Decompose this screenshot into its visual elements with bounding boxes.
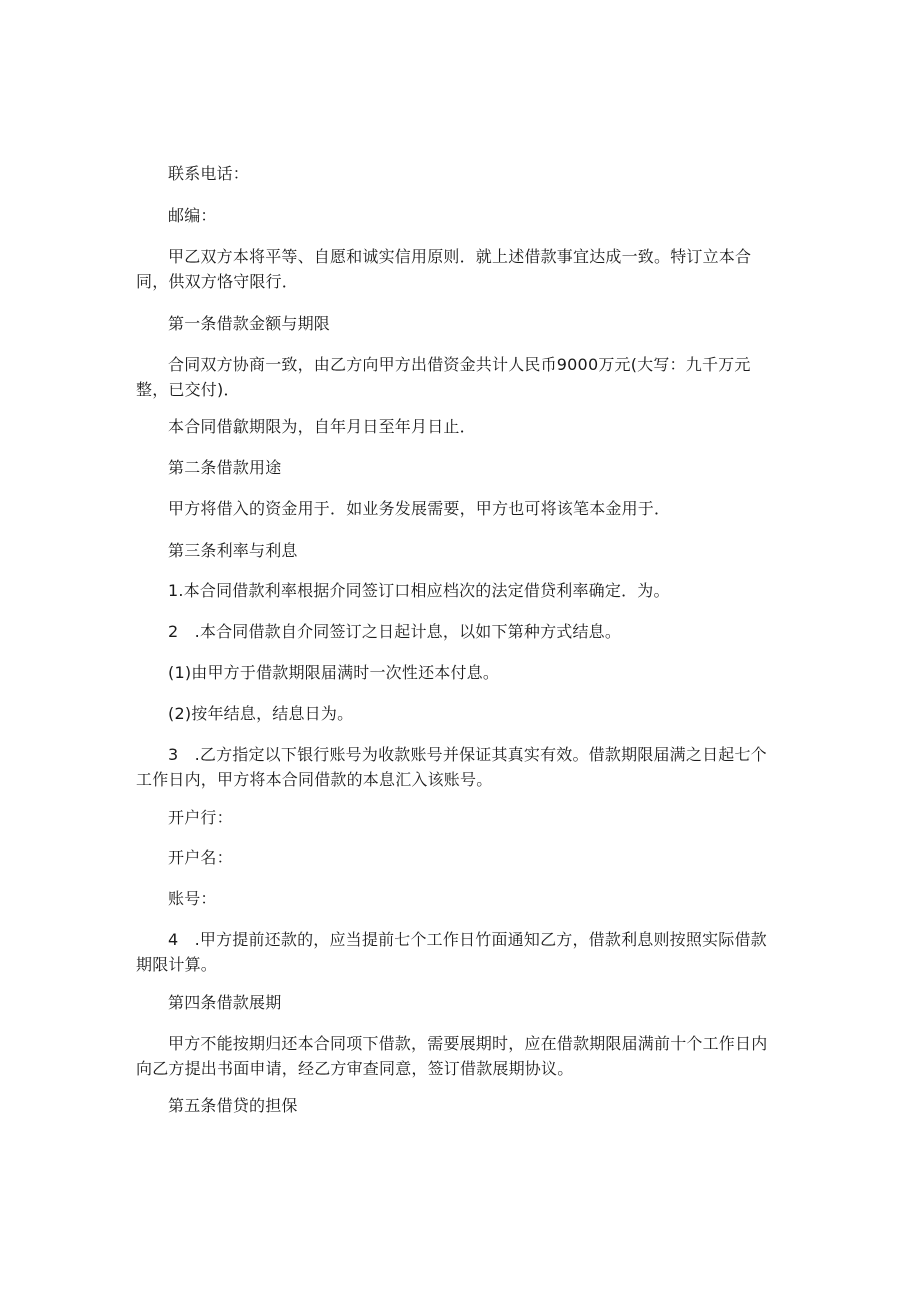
paragraph-bank-name: 开户行： <box>168 808 233 827</box>
heading-article-5: 第五条借贷的担保 <box>168 1096 298 1115</box>
paragraph-preamble: 甲乙双方本将平等、自愿和诚实信用原则．就上述借款事宜达成一致。特订立本合同，供双方恪守限行． <box>136 247 752 291</box>
heading-article-4: 第四条借款展期 <box>168 993 282 1012</box>
paragraph-account-name: 开户名： <box>168 848 233 867</box>
paragraph-postcode: 邮编： <box>168 206 217 225</box>
paragraph-loan-purpose: 甲方将借入的资金用于．如业务发展需要，甲方也可将该笔本金用于． <box>168 499 671 518</box>
paragraph-clause-1: 1.本合同借款利率根据介同签订口相应档次的法定借贷利率确定．为。 <box>168 581 670 600</box>
paragraph-contact-phone: 联系电话： <box>168 164 250 183</box>
paragraph-loan-amount: 合同双方协商一致，由乙方向甲方出借资金共计人民币9000万元(大写：九千万元整，已交付)． <box>136 355 751 399</box>
paragraph-loan-term: 本合同借歙期限为，自年月日至年月日止． <box>168 417 476 436</box>
paragraph-extension: 甲方不能按期归还本合同项下借款，需要展期时，应在借款期限届满前十个工作日内向乙方提出书面申请，经乙方审查同意，签订借款展期协议。 <box>136 1034 768 1078</box>
paragraph-option-2: (2)按年结息，结息日为。 <box>168 704 354 723</box>
paragraph-account-number: 账号： <box>168 889 217 908</box>
heading-article-1: 第一条借款金额与期限 <box>168 314 331 333</box>
paragraph-option-1: (1)由甲方于借款期限届满时一次性还本付息。 <box>168 663 500 682</box>
paragraph-clause-3: 3 .乙方指定以下银行账号为收款账号并保证其真实有效。借款期限届满之日起七个工作日内，甲方将本合同借款的本息汇入该账号。 <box>136 745 767 789</box>
paragraph-clause-4: 4 .甲方提前还款的，应当提前七个工作日竹面通知乙方，借款利息则按照实际借款期限计算。 <box>136 930 767 974</box>
heading-article-3: 第三条利率与利息 <box>168 541 298 560</box>
paragraph-clause-2: 2 .本合同借款自介同签订之日起计息，以如下第种方式结息。 <box>168 622 622 641</box>
heading-article-2: 第二条借款用途 <box>168 458 282 477</box>
